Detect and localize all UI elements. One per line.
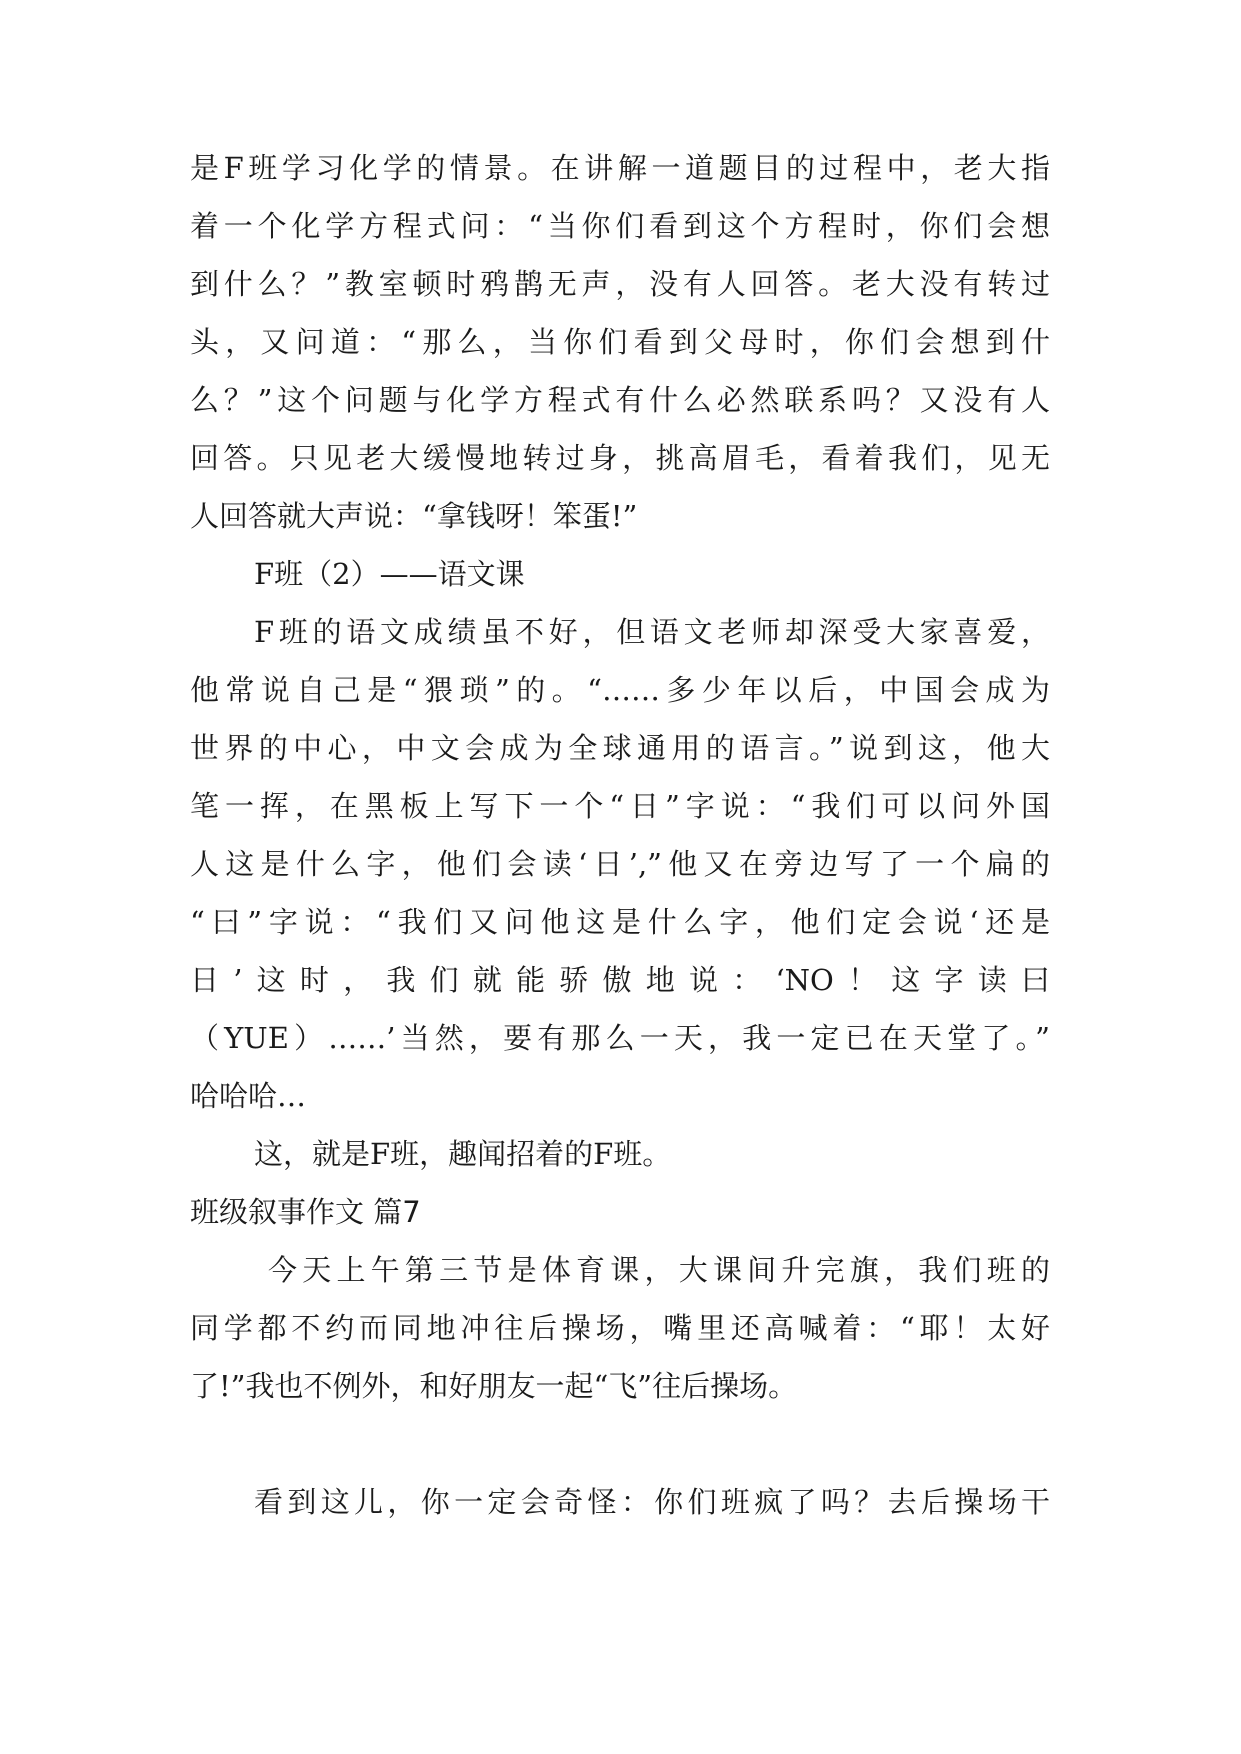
paragraph-line: 笔一挥，在黑板上写下一个“日”字说：“我们可以问外国 [190, 789, 1050, 823]
paragraph-line: 这，就是F班，趣闻招着的F班。 [254, 1137, 672, 1171]
paragraph-line: 着一个化学方程式问：“当你们看到这个方程时，你们会想 [190, 209, 1050, 243]
paragraph-line: 同学都不约而同地冲往后操场，嘴里还高喊着：“耶！太好 [190, 1311, 1050, 1345]
paragraph-line: 了!”我也不例外，和好朋友一起“飞”往后操场。 [190, 1369, 798, 1403]
paragraph-line: 头，又问道：“那么，当你们看到父母时，你们会想到什 [190, 325, 1050, 359]
paragraph-line: 今天上午第三节是体育课，大课间升完旗，我们班的 [268, 1253, 1050, 1287]
paragraph-line: 人这是什么字，他们会读‘日’,”他又在旁边写了一个扁的 [190, 847, 1050, 881]
paragraph-line: 么？”这个问题与化学方程式有什么必然联系吗？又没有人 [190, 383, 1050, 417]
section-subtitle: F班（2）——语文课 [254, 557, 525, 591]
paragraph-line: F班的语文成绩虽不好，但语文老师却深受大家喜爱， [254, 615, 1050, 649]
paragraph-line: 日’这时，我们就能骄傲地说：‘NO！这字读曰 [190, 963, 1050, 997]
paragraph-line: 哈哈哈… [190, 1079, 307, 1113]
paragraph-line: 是F班学习化学的情景。在讲解一道题目的过程中，老大指 [190, 151, 1050, 185]
paragraph-line: 回答。只见老大缓慢地转过身，挑高眉毛，看着我们，见无 [190, 441, 1050, 475]
paragraph-line: 他常说自己是“猥琐”的。“……多少年以后，中国会成为 [190, 673, 1050, 707]
section-heading: 班级叙事作文 篇7 [190, 1195, 421, 1229]
paragraph-line: 看到这儿，你一定会奇怪：你们班疯了吗？去后操场干 [254, 1485, 1050, 1519]
paragraph-line: 人回答就大声说：“拿钱呀！笨蛋!” [190, 499, 638, 533]
paragraph-line: “曰”字说：“我们又问他这是什么字，他们定会说‘还是 [190, 905, 1050, 939]
paragraph-line: 到什么？”教室顿时鸦鹊无声，没有人回答。老大没有转过 [190, 267, 1050, 301]
paragraph-line: 世界的中心，中文会成为全球通用的语言。”说到这，他大 [190, 731, 1050, 765]
paragraph-line: （YUE）……’当然，要有那么一天，我一定已在天堂了。” [190, 1021, 1050, 1055]
